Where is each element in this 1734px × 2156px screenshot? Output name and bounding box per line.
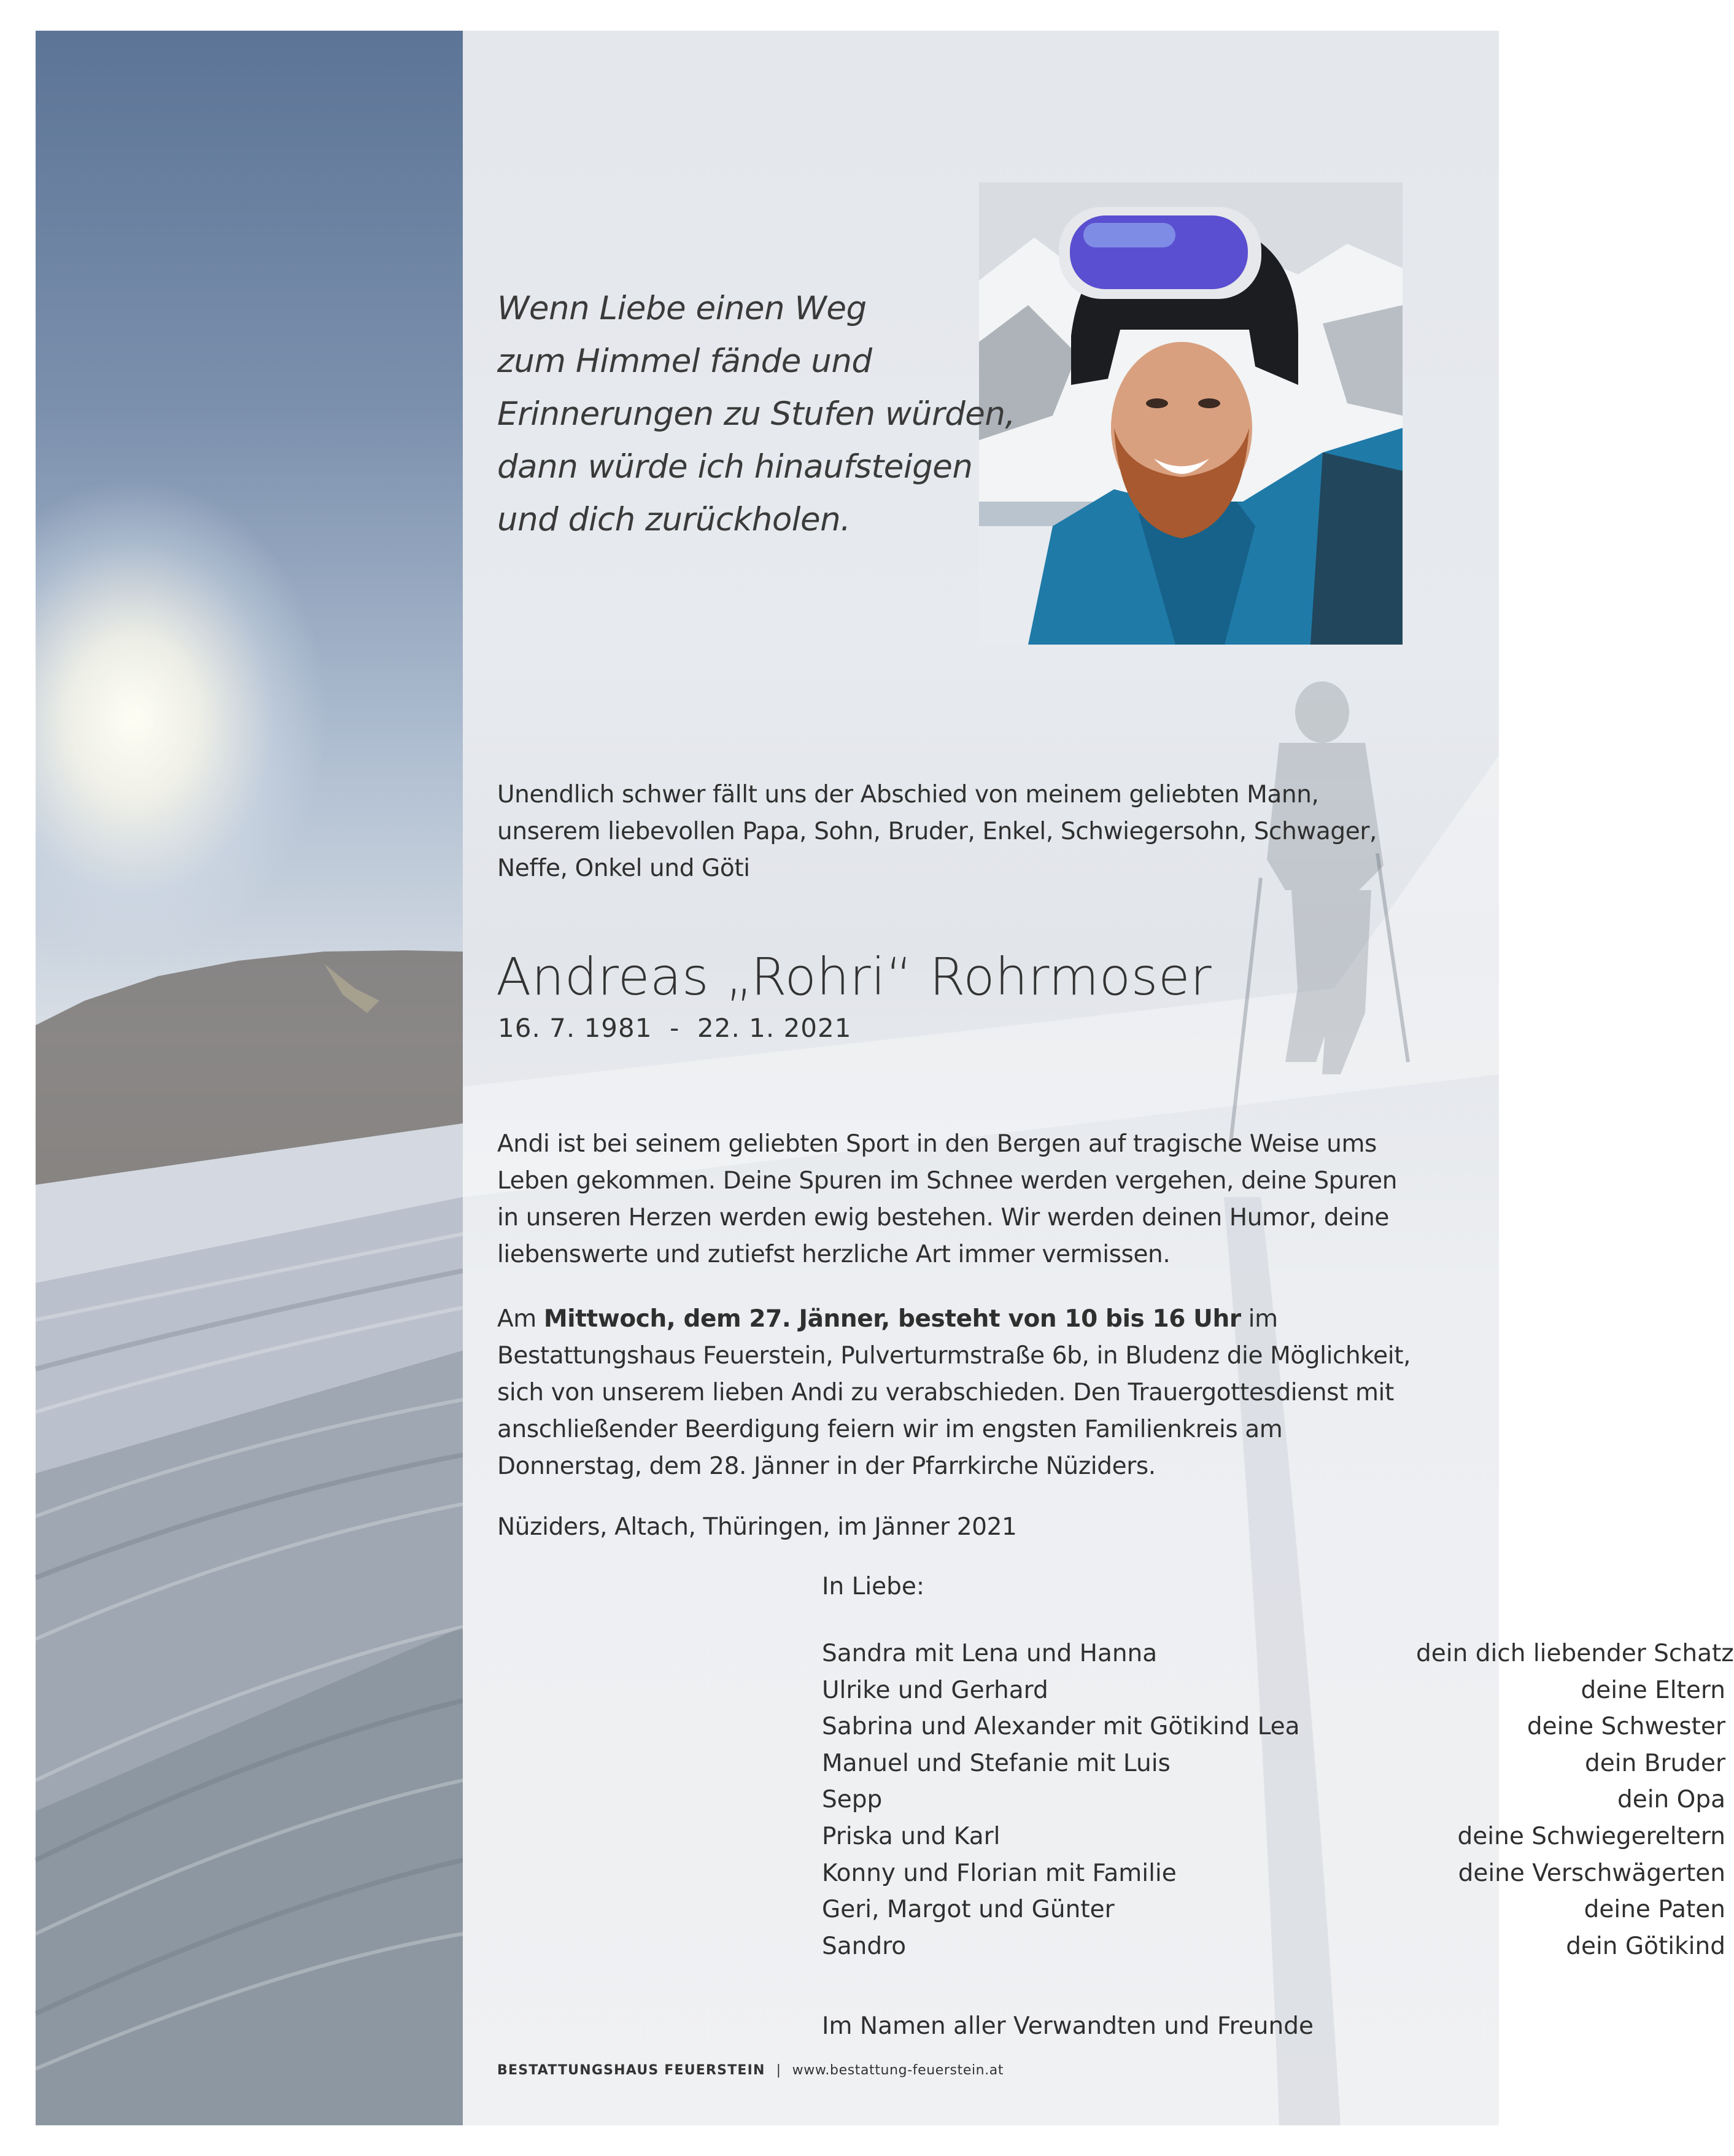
family-row xyxy=(497,1891,1725,1928)
life-dates: 16. 7. 1981 - 22. 1. 2021 xyxy=(498,1013,852,1043)
funeral-details-prefix: Am xyxy=(497,1305,544,1333)
family-names: Ulrike und Gerhard xyxy=(822,1676,1048,1704)
funeral-details-rest: im Bestattungshaus Feuerstein, Pulverturmstraße 6b, in Bludenz die Möglichkeit, sich von unserem lieben Andi zu verabschieden. Den Trauergottesdienst mit anschließender Beerdigung feiern wir im engsten Familienkreis am Donnerstag, dem 28. Jänner in der Pfarrkirche Nüziders. xyxy=(497,1305,1411,1480)
place-and-date: Nüziders, Altach, Thüringen, im Jänner 2021 xyxy=(497,1513,1017,1541)
snow-slope-illustration xyxy=(36,31,463,2125)
family-row xyxy=(497,1635,1734,1672)
funeral-details-highlight: Mittwoch, dem 27. Jänner, besteht von 10 bis 16 Uhr xyxy=(543,1305,1241,1333)
family-relation: dein Opa xyxy=(1617,1786,1725,1814)
funeral-home-name: BESTATTUNGSHAUS FEUERSTEIN xyxy=(497,2063,765,2078)
family-relation: dein Bruder xyxy=(1585,1749,1725,1777)
closing-line: Im Namen aller Verwandten und Freunde xyxy=(822,2012,1314,2040)
family-names: Sabrina und Alexander mit Götikind Lea xyxy=(822,1713,1300,1741)
family-relation: deine Schwiegereltern xyxy=(1457,1822,1725,1850)
family-names: Sepp xyxy=(822,1786,883,1814)
intro-text: Unendlich schwer fällt uns der Abschied von meinem geliebten Mann, unserem liebevollen Papa, Sohn, Bruder, Enkel, Schwiegersohn, Schwager, Neffe, Onkel und Göti xyxy=(497,781,1377,882)
family-names: Konny und Florian mit Familie xyxy=(822,1859,1177,1887)
in-liebe-heading: In Liebe: xyxy=(822,1573,925,1600)
family-row xyxy=(497,1745,1725,1782)
memorial-quote xyxy=(497,282,1015,546)
family-names: Priska und Karl xyxy=(822,1822,1001,1850)
family-row xyxy=(497,1855,1725,1892)
family-relation: deine Verschwägerten xyxy=(1458,1859,1725,1887)
family-relation: deine Schwester xyxy=(1527,1713,1725,1741)
quote-line: Wenn Liebe einen Weg xyxy=(497,290,867,327)
family-row xyxy=(497,1818,1725,1855)
family-list xyxy=(497,1635,1734,1964)
family-names: Geri, Margot und Günter xyxy=(822,1896,1115,1924)
quote-line: zum Himmel fände und xyxy=(497,343,872,380)
footer-separator: | xyxy=(776,2063,781,2078)
deceased-name: Andreas „Rohri“ Rohrmoser xyxy=(496,947,1212,1007)
family-names: Sandra mit Lena und Hanna xyxy=(822,1640,1158,1667)
obituary-page xyxy=(36,31,1734,2125)
portrait-illustration xyxy=(979,182,1403,645)
funeral-home-website[interactable]: www.bestattung-feuerstein.at xyxy=(792,2063,1004,2078)
family-row xyxy=(497,1708,1725,1745)
family-row xyxy=(497,1928,1725,1965)
family-row xyxy=(497,1672,1725,1709)
footer xyxy=(497,2063,1004,2078)
family-row xyxy=(497,1782,1725,1818)
quote-line: Erinnerungen zu Stufen würden, xyxy=(497,395,1015,433)
family-relation: deine Eltern xyxy=(1581,1676,1725,1704)
portrait-photo xyxy=(979,182,1403,645)
family-relation: deine Paten xyxy=(1584,1896,1725,1924)
memorial-paragraph: Andi ist bei seinem geliebten Sport in den Bergen auf tragische Weise ums Leben gekommen. Deine Spuren im Schnee werden vergehen, deine Spuren in unseren Herzen werden ewig bestehen. Wir werden deinen Humor, deine liebenswerte und zutiefst herzliche Art immer vermissen. xyxy=(497,1130,1398,1268)
family-names: Sandro xyxy=(822,1932,907,1960)
left-photo-panel xyxy=(36,31,463,2125)
quote-line: dann würde ich hinaufsteigen xyxy=(497,448,973,486)
family-relation: dein Götikind xyxy=(1566,1932,1725,1960)
funeral-details-paragraph xyxy=(497,1301,1412,1485)
family-relation: dein dich liebender Schatz xyxy=(1416,1640,1734,1667)
family-names: Manuel und Stefanie mit Luis xyxy=(822,1749,1171,1777)
quote-line: und dich zurückholen. xyxy=(497,501,851,538)
